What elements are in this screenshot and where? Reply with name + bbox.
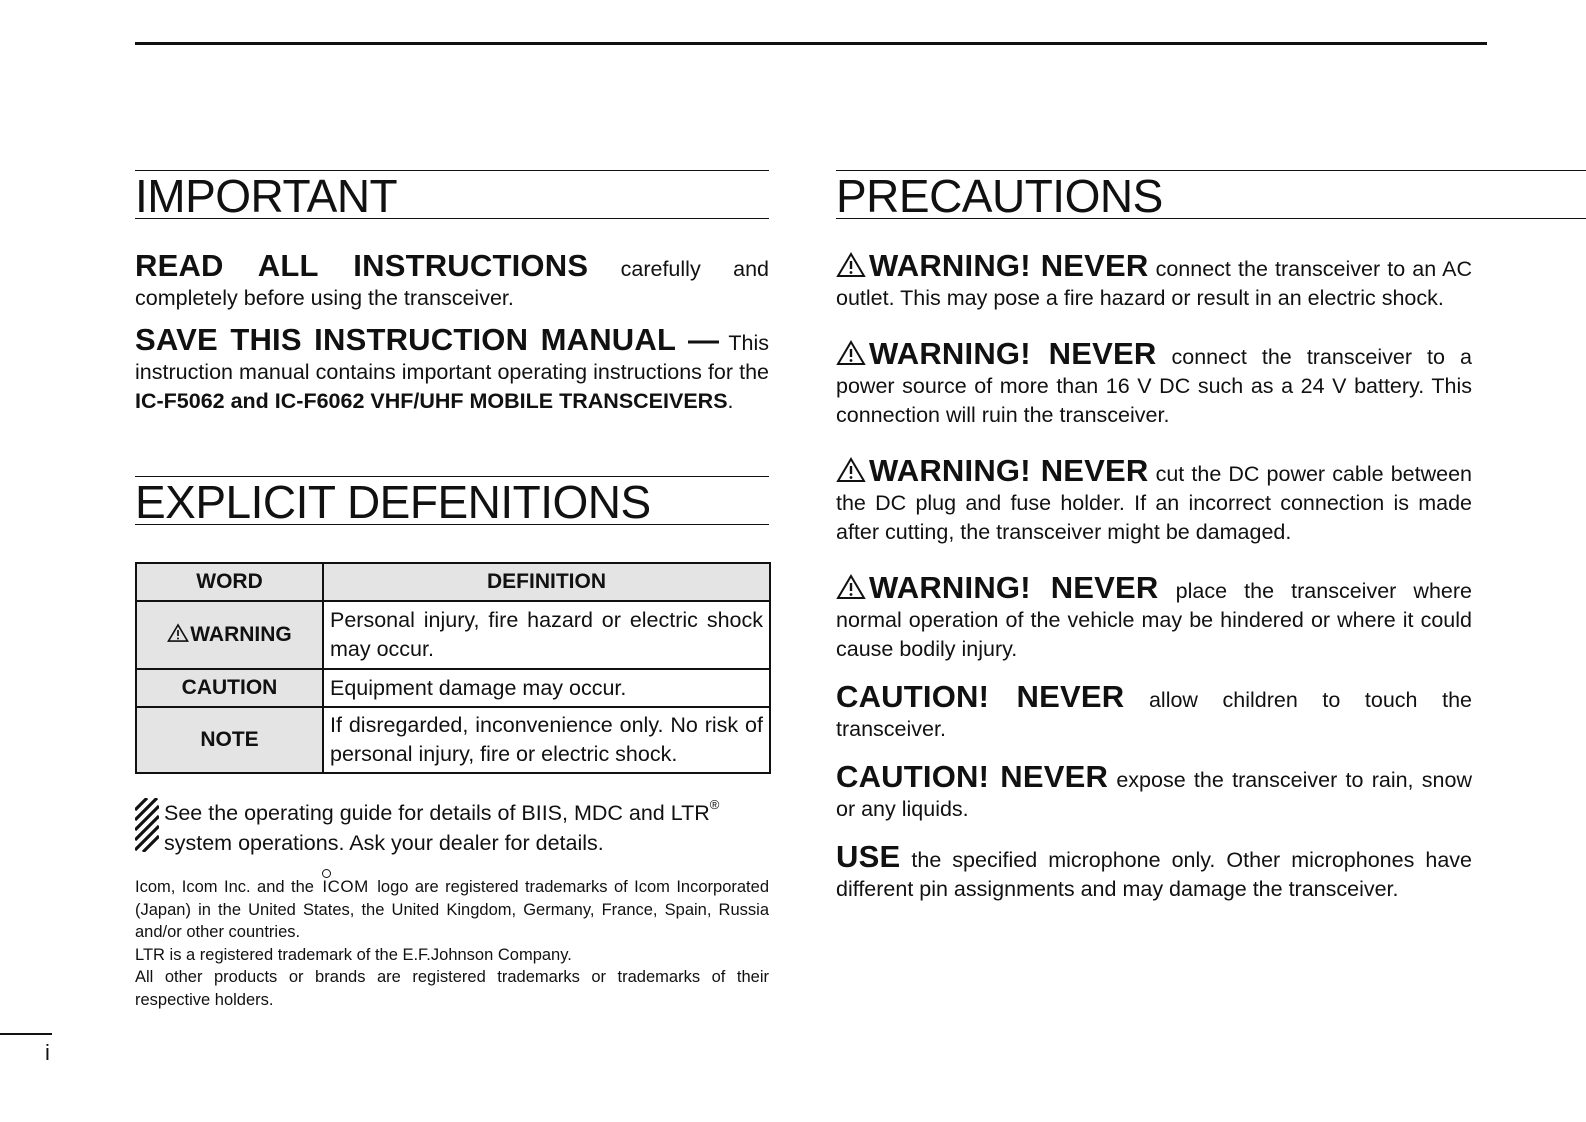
precaution-item (836, 839, 1472, 904)
precaution-item (836, 248, 1472, 313)
precaution-lead: USE (836, 839, 901, 874)
read-instructions-paragraph (135, 248, 769, 313)
header-definition: DEFINITION (323, 563, 770, 601)
precaution-item (836, 759, 1472, 824)
word-cell (136, 601, 323, 669)
note-hatch-icon (135, 798, 159, 852)
precaution-text: allow children to touch the transceiver. (836, 688, 1472, 741)
trademark-icom (135, 876, 769, 944)
trademark-other: All other products or brands are registered trademarks or trademarks of their respective holders. (135, 968, 769, 1009)
important-title: IMPORTANT (135, 170, 769, 219)
save-manual-lead: SAVE THIS INSTRUCTION MANUAL — (135, 322, 720, 357)
warning-triangle-icon (167, 623, 189, 643)
definitions-table (135, 562, 771, 774)
word-caution: CAUTION (136, 669, 323, 707)
precaution-text: place the transceiver where normal operation of the vehicle may be hindered or where it could cause bodily injury. (836, 579, 1472, 661)
precaution-lead: CAUTION! NEVER (836, 759, 1109, 794)
model-names: IC-F5062 and IC-F6062 VHF/UHF MOBILE TRANSCEIVERS (135, 389, 728, 413)
precaution-text: expose the transceiver to rain, snow or any liquids. (836, 768, 1472, 821)
table-row (136, 669, 770, 707)
precaution-lead: WARNING! NEVER (869, 453, 1149, 488)
note-text-end: system operations. Ask your dealer for details. (164, 831, 604, 855)
read-instructions-text: carefully and completely before using the transceiver. (135, 257, 769, 310)
precaution-text: cut the DC power cable between the DC plug and fuse holder. If an incorrect connection is made after cutting, the transceiver might be damaged. (836, 462, 1472, 544)
precaution-lead: WARNING! NEVER (869, 336, 1157, 371)
warning-triangle-icon (836, 252, 866, 278)
table-header-row (136, 563, 770, 601)
save-manual-text: This instruction manual contains important operating instructions for the (135, 331, 769, 384)
precautions-title: PRECAUTIONS (836, 170, 1586, 219)
warning-triangle-icon (836, 340, 866, 366)
precaution-text: the specified microphone only. Other microphones have different pin assignments and may damage the transceiver. (836, 848, 1472, 901)
word-warning: WARNING (190, 623, 292, 646)
left-column (135, 170, 769, 1011)
icom-logo-text: ICOM (322, 877, 369, 896)
top-rule (135, 42, 1487, 45)
trademark-icom-end: logo are registered trademarks of Icom Incorporated (Japan) in the United States, the United Kingdom, Germany, France, Spain, Russia and/or other countries. (135, 878, 769, 941)
table-row (136, 601, 770, 669)
word-note: NOTE (136, 707, 323, 773)
warning-triangle-icon (836, 574, 866, 600)
save-manual-end: . (727, 389, 734, 413)
save-manual-paragraph (135, 322, 769, 416)
trademark-icom-start: Icom, Icom Inc. and the (135, 878, 321, 896)
definition-note: If disregarded, inconvenience only. No risk of personal injury, fire or electric shock. (323, 707, 770, 773)
note-text-main: See the operating guide for details of BIIS, MDC and LTR (164, 801, 710, 825)
precaution-lead: CAUTION! NEVER (836, 679, 1125, 714)
table-row (136, 707, 770, 773)
right-column (836, 170, 1586, 904)
operating-guide-note (135, 798, 769, 858)
page-number-rule (0, 1033, 52, 1035)
warning-triangle-icon (836, 457, 866, 483)
icom-logo (322, 876, 368, 899)
precaution-item (836, 570, 1472, 664)
precaution-item (836, 679, 1472, 744)
precaution-text: connect the transceiver to an AC outlet. This may pose a fire hazard or result in an electric shock. (836, 257, 1472, 310)
precaution-item (836, 453, 1472, 547)
note-text (164, 798, 769, 858)
precautions-list (836, 248, 1472, 904)
precaution-text: connect the transceiver to a power source of more than 16 V DC such as a 24 V battery. This connection will ruin the transceiver. (836, 345, 1472, 427)
definitions-title: EXPLICIT DEFENITIONS (135, 476, 769, 525)
definition-caution: Equipment damage may occur. (323, 669, 770, 707)
precaution-lead: WARNING! NEVER (869, 248, 1149, 283)
header-word: WORD (136, 563, 323, 601)
precaution-lead: WARNING! NEVER (869, 570, 1159, 605)
page-number: i (45, 1040, 50, 1065)
definition-warning: Personal injury, fire hazard or electric shock may occur. (323, 601, 770, 669)
registered-mark: ® (709, 797, 720, 812)
read-instructions-lead: READ ALL INSTRUCTIONS (135, 248, 589, 283)
trademark-ltr: LTR is a registered trademark of the E.F.Johnson Company. (135, 945, 572, 964)
precaution-item (836, 336, 1472, 430)
